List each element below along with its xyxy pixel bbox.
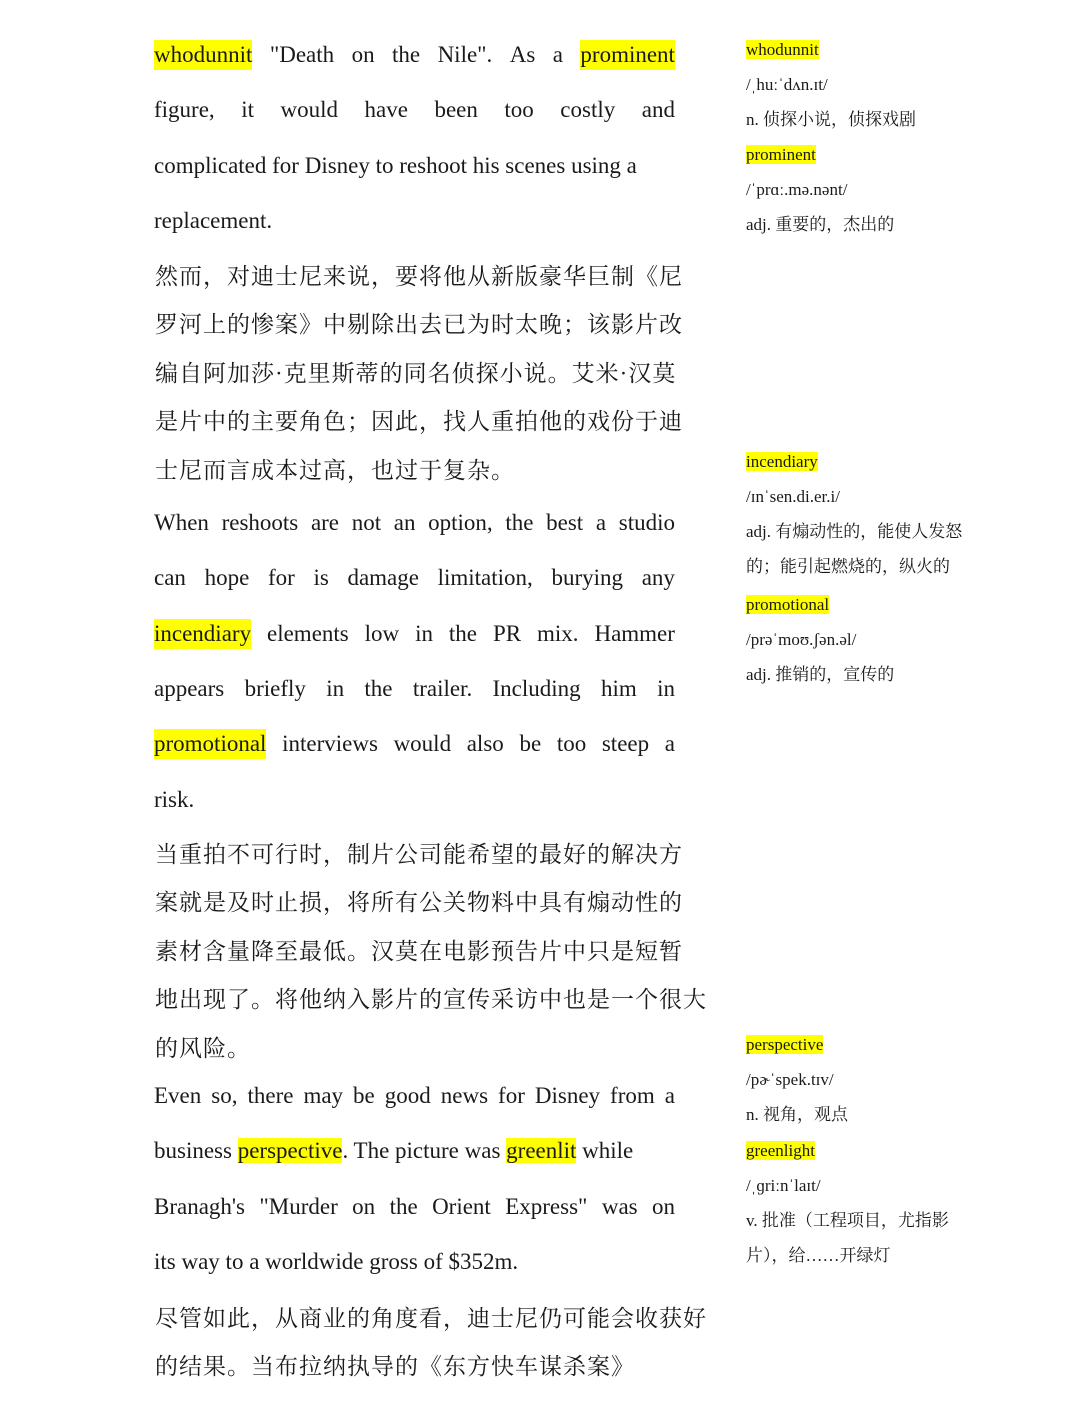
word: from (610, 1083, 655, 1108)
text-line: replacement. (154, 208, 273, 233)
glossary-definition (746, 1244, 891, 1268)
glossary-definition-text: n. 视角，观点 (746, 1105, 848, 1124)
word: best (546, 510, 584, 535)
glossary-word-text: perspective (746, 1035, 824, 1054)
text-line: 的风险。 (155, 1036, 251, 1061)
word: "Death (269, 42, 335, 67)
word: there (247, 1083, 294, 1108)
word: too (556, 731, 587, 756)
glossary-word (746, 593, 829, 617)
word: an (393, 510, 416, 535)
word: can (154, 565, 186, 590)
word: briefly (244, 676, 306, 701)
text-line (154, 619, 675, 649)
text-line: 编自阿加莎·克里斯蒂的同名侦探小说。艾米·汉莫 (155, 361, 677, 386)
glossary-definition-text: 片），给……开绿灯 (746, 1246, 891, 1265)
glossary-definition-text: 的；能引起燃烧的，纵火的 (746, 557, 950, 576)
word: Even (154, 1083, 202, 1108)
word: the (448, 621, 478, 646)
glossary-definition (746, 1103, 848, 1127)
highlighted-vocab-word: incendiary (154, 619, 251, 649)
glossary-ipa-text: /ˈprɑː.mə.nənt/ (746, 180, 848, 199)
word: costly (560, 97, 616, 122)
glossary-ipa (746, 1174, 821, 1198)
word: too (504, 97, 534, 122)
word: When (154, 510, 209, 535)
word: the (392, 42, 421, 67)
text-line: 当重拍不可行时，制片公司能希望的最好的解决方 (155, 842, 683, 867)
glossary-definition-text: n. 侦探小说，侦探戏剧 (746, 110, 916, 129)
word: are (310, 510, 340, 535)
word: is (313, 565, 329, 590)
word: good (384, 1083, 431, 1108)
text-line: its way to a worldwide gross of $352m. (154, 1249, 519, 1274)
word: burying (551, 565, 624, 590)
glossary-word-text: greenlight (746, 1141, 815, 1160)
word: the (505, 510, 534, 535)
glossary-word-text: whodunnit (746, 40, 819, 59)
word: a (664, 1083, 675, 1108)
text-line (154, 674, 675, 704)
glossary-word (746, 1033, 823, 1057)
text-line: 然而，对迪士尼来说，要将他从新版豪华巨制《尼 (155, 264, 683, 289)
highlighted-vocab-word: perspective (237, 1138, 343, 1163)
word: not (351, 510, 382, 535)
glossary-definition-text: adj. 有煽动性的，能使人发怒 (746, 522, 963, 541)
text-line: risk. (154, 787, 195, 812)
glossary-ipa-text: /ɪnˈsen.di.er.i/ (746, 487, 840, 506)
word: also (466, 731, 504, 756)
text-line (154, 508, 675, 538)
word: for (498, 1083, 525, 1108)
text-line (154, 95, 675, 125)
glossary-ipa (746, 485, 840, 509)
word: interviews (282, 731, 378, 756)
glossary-definition-text: adj. 推销的，宣传的 (746, 665, 895, 684)
glossary-ipa-text: /ˌɡriːnˈlaɪt/ (746, 1176, 821, 1195)
glossary-ipa-text: /prəˈmoʊ.ʃən.əl/ (746, 630, 857, 649)
word: on (352, 1194, 376, 1219)
glossary-ipa (746, 73, 828, 97)
text-line: 地出现了。将他纳入影片的宣传采访中也是一个很大 (155, 987, 707, 1012)
text-line: 的结果。当布拉纳执导的《东方快车谋杀案》 (155, 1354, 635, 1379)
word: "Murder (259, 1194, 338, 1219)
glossary-definition (746, 663, 894, 687)
word: for (267, 565, 295, 590)
word: studio (618, 510, 675, 535)
glossary-definition (746, 1209, 949, 1233)
word: option, (428, 510, 493, 535)
word: As (509, 42, 536, 67)
glossary-word (746, 1139, 815, 1163)
word: in (657, 676, 675, 701)
glossary-definition-text: v. 批准（工程项目，尤指影 (746, 1211, 949, 1230)
word: and (641, 97, 675, 122)
word: the (364, 676, 393, 701)
text-line: complicated for Disney to reshoot his scenes using a (154, 153, 637, 178)
glossary-word (746, 143, 816, 167)
word: was (601, 1194, 638, 1219)
word: be (353, 1083, 375, 1108)
word: in (415, 621, 433, 646)
glossary-word-text: prominent (746, 145, 816, 164)
text-line: 士尼而言成本过高，也过于复杂。 (155, 458, 515, 483)
word: so, (211, 1083, 238, 1108)
highlighted-vocab-word: prominent (580, 40, 675, 70)
word: him (600, 676, 637, 701)
word: the (389, 1194, 418, 1219)
text-line: 是片中的主要角色；因此，找人重拍他的戏份于迪 (155, 409, 683, 434)
glossary-definition (746, 108, 916, 132)
word: it (241, 97, 254, 122)
word: Nile". (437, 42, 493, 67)
word: may (303, 1083, 344, 1108)
word: damage (347, 565, 419, 590)
word: PR (492, 621, 522, 646)
glossary-definition (746, 213, 894, 237)
word: in (326, 676, 345, 701)
text-line (154, 40, 675, 70)
word: Branagh's (154, 1194, 246, 1219)
text-line: 素材含量降至最低。汉莫在电影预告片中只是短暂 (155, 939, 683, 964)
highlighted-vocab-word: whodunnit (154, 40, 252, 70)
word: Hammer (594, 621, 675, 646)
glossary-definition-text: adj. 重要的，杰出的 (746, 215, 895, 234)
word: a (664, 731, 675, 756)
glossary-definition (746, 555, 950, 579)
word: a (552, 42, 563, 67)
glossary-definition (746, 520, 962, 544)
word: news (440, 1083, 489, 1108)
word: Express" (505, 1194, 588, 1219)
word: on (652, 1194, 675, 1219)
word: mix. (537, 621, 579, 646)
word: figure, (154, 97, 215, 122)
glossary-word (746, 450, 818, 474)
glossary-ipa (746, 628, 856, 652)
glossary-ipa (746, 1068, 834, 1092)
glossary-ipa-text: /ˌhuːˈdʌn.ɪt/ (746, 75, 828, 94)
word: a (595, 510, 607, 535)
word: Including (492, 676, 581, 701)
text-line (154, 1081, 675, 1111)
highlighted-vocab-word: promotional (154, 729, 266, 759)
word: would (393, 731, 452, 756)
word: any (641, 565, 675, 590)
glossary-ipa (746, 178, 847, 202)
word: Orient (432, 1194, 491, 1219)
word: hope (204, 565, 250, 590)
text-line: 案就是及时止损，将所有公关物料中具有煽动性的 (155, 890, 683, 915)
word: elements (267, 621, 349, 646)
text-line (154, 563, 675, 593)
text-line: 尽管如此，从商业的角度看，迪士尼仍可能会收获好 (155, 1306, 707, 1331)
word: low (364, 621, 400, 646)
word: limitation, (437, 565, 533, 590)
word: would (280, 97, 338, 122)
word: on (351, 42, 375, 67)
word: reshoots (221, 510, 299, 535)
glossary-word-text: promotional (746, 595, 830, 614)
text-line: business perspective. The picture was greenlit while (154, 1138, 634, 1163)
word: have (364, 97, 408, 122)
highlighted-vocab-word: greenlit (506, 1138, 577, 1163)
glossary-word (746, 38, 819, 62)
word: be (519, 731, 542, 756)
glossary-word-text: incendiary (746, 452, 818, 471)
word: trailer. (412, 676, 473, 701)
text-line (154, 729, 675, 759)
glossary-ipa-text: /pɚˈspek.tɪv/ (746, 1070, 834, 1089)
text-line: 罗河上的惨案》中剔除出去已为时太晚；该影片改 (155, 312, 683, 337)
word: been (434, 97, 478, 122)
text-line (154, 1192, 675, 1222)
word: appears (154, 676, 225, 701)
word: Disney (534, 1083, 601, 1108)
word: steep (601, 731, 650, 756)
